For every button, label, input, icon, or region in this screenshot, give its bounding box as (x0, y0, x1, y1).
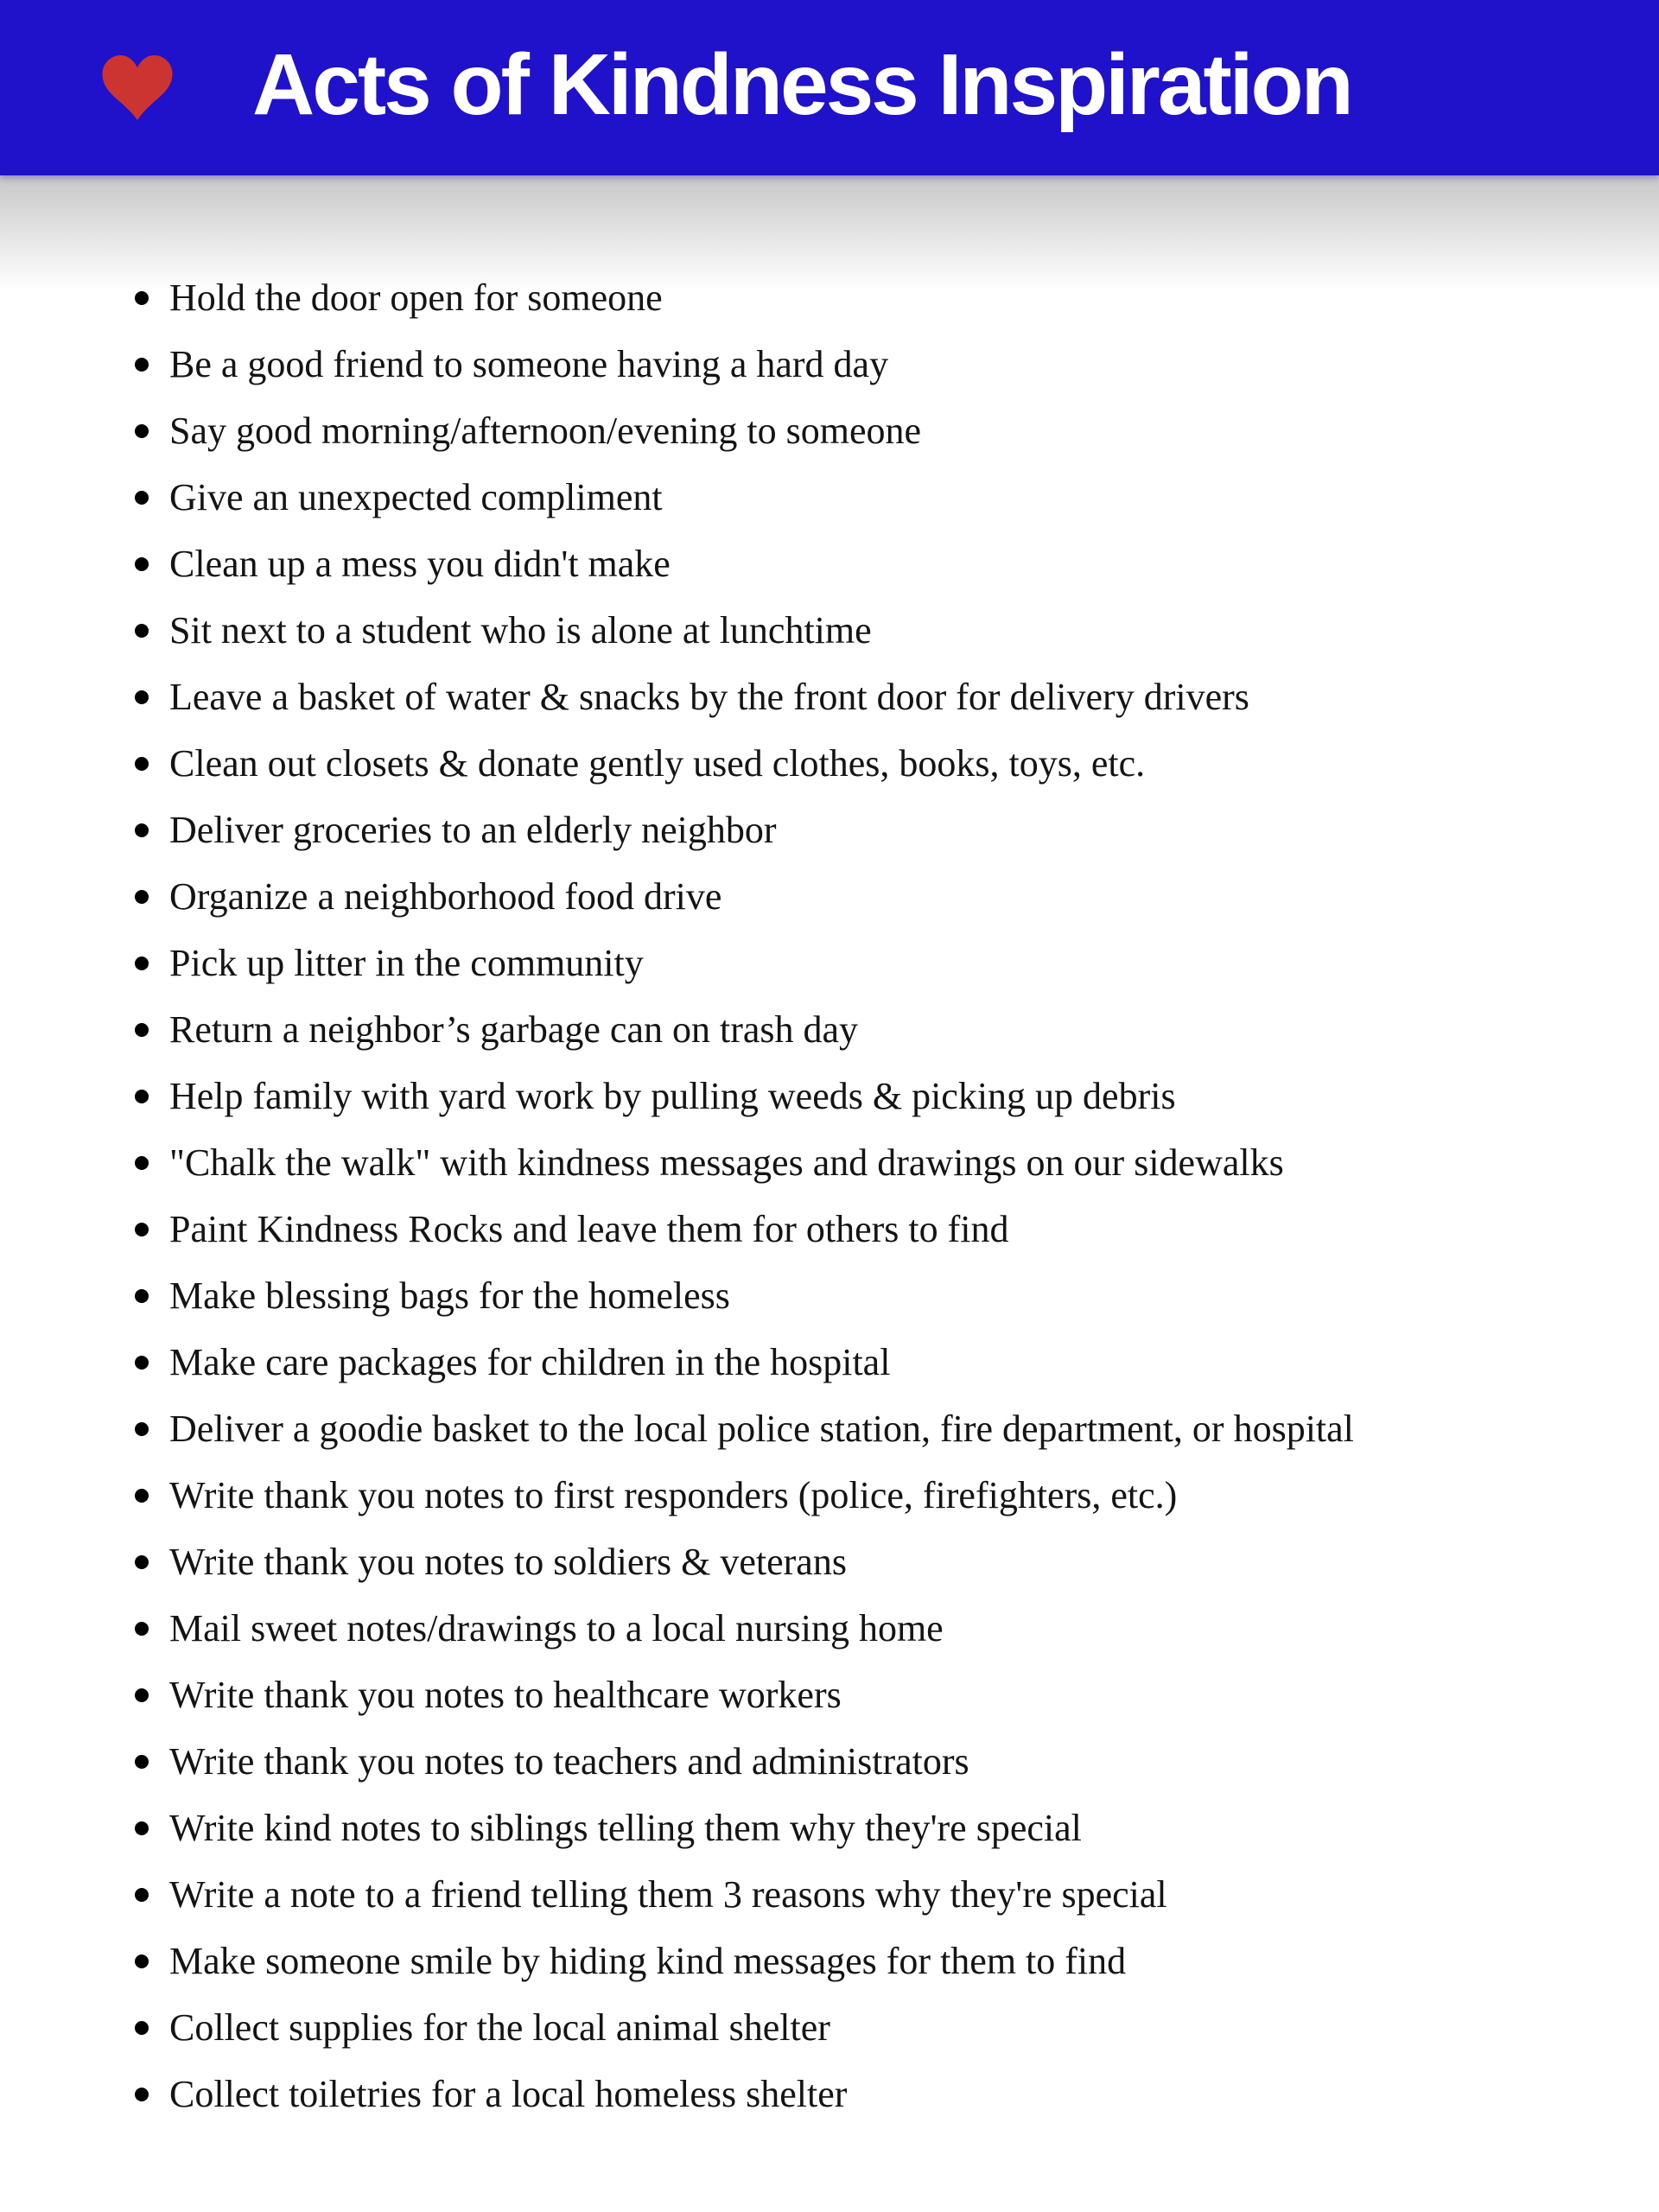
bullet-icon (135, 1289, 149, 1303)
list-item-text: Write a note to a friend telling them 3 reasons why they're special (169, 1873, 1167, 1916)
list-item (169, 1529, 1659, 1595)
list-item-text: Make blessing bags for the homeless (169, 1274, 730, 1317)
list-item-text: Write thank you notes to healthcare workers (169, 1674, 842, 1716)
list-item (169, 1196, 1659, 1262)
bullet-icon (135, 1955, 149, 1968)
bullet-icon (135, 823, 149, 837)
list-item (169, 1928, 1659, 1994)
list-item-text: Clean out closets & donate gently used clothes, books, toys, etc. (169, 742, 1146, 785)
bullet-icon (135, 1422, 149, 1436)
list-item-text: Return a neighbor’s garbage can on trash day (169, 1008, 859, 1051)
list-section (0, 175, 1659, 2212)
bullet-icon (135, 690, 149, 704)
list-item-text: Collect supplies for the local animal shelter (169, 2006, 830, 2049)
list-item-text: Deliver groceries to an elderly neighbor (169, 809, 777, 851)
list-item (169, 863, 1659, 930)
bullet-icon (135, 1555, 149, 1569)
list-item-text: Organize a neighborhood food drive (169, 875, 722, 918)
list-item-text: Clean up a mess you didn't make (169, 543, 671, 585)
bullet-icon (135, 291, 149, 305)
bullet-icon (135, 1356, 149, 1370)
list-item (169, 930, 1659, 996)
list-item-text: Help family with yard work by pulling weeds & picking up debris (169, 1075, 1176, 1117)
list-item-text: Write kind notes to siblings telling them why they're special (169, 1807, 1082, 1849)
list-item (169, 1595, 1659, 1662)
list-item (169, 1728, 1659, 1795)
list-item-text: Write thank you notes to teachers and administrators (169, 1740, 969, 1783)
list-item (169, 664, 1659, 730)
list-item (169, 531, 1659, 597)
bullet-icon (135, 1156, 149, 1170)
list-item-text: Pick up litter in the community (169, 942, 644, 984)
list-item-text: Hold the door open for someone (169, 276, 663, 319)
bullet-icon (135, 957, 149, 970)
list-item (169, 1462, 1659, 1529)
list-item (169, 2061, 1659, 2127)
list-item-text: Sit next to a student who is alone at lunchtime (169, 609, 872, 652)
bullet-icon (135, 1023, 149, 1037)
list-item (169, 1262, 1659, 1329)
list-item (169, 331, 1659, 397)
list-item-text: Be a good friend to someone having a hard day (169, 343, 889, 385)
bullet-icon (135, 1888, 149, 1902)
list-item (169, 397, 1659, 464)
bullet-icon (135, 1489, 149, 1503)
list-item-text: Collect toiletries for a local homeless shelter (169, 2073, 848, 2115)
list-item (169, 1861, 1659, 1928)
list-item-text: Say good morning/afternoon/evening to someone (169, 410, 922, 452)
list-item-text: Write thank you notes to soldiers & veterans (169, 1541, 847, 1583)
list-item (169, 996, 1659, 1063)
list-item (169, 1795, 1659, 1861)
bullet-icon (135, 1755, 149, 1769)
bullet-icon (135, 1223, 149, 1236)
bullet-icon (135, 1688, 149, 1702)
bullet-icon (135, 557, 149, 571)
list-item (169, 797, 1659, 863)
list-item-text: Leave a basket of water & snacks by the front door for delivery drivers (169, 676, 1249, 718)
list-item (169, 730, 1659, 797)
bullet-icon (135, 624, 149, 638)
bullet-icon (135, 491, 149, 505)
list-item-text: "Chalk the walk" with kindness messages and drawings on our sidewalks (169, 1141, 1284, 1184)
list-item (169, 264, 1659, 331)
list-item (169, 1063, 1659, 1129)
list-item-text: Paint Kindness Rocks and leave them for others to find (169, 1208, 1009, 1250)
heart-icon (102, 55, 173, 120)
list-item (169, 597, 1659, 664)
list-item-text: Make care packages for children in the hospital (169, 1341, 891, 1383)
list-item (169, 1662, 1659, 1728)
list-item-text: Write thank you notes to first responders (police, firefighters, etc.) (169, 1474, 1178, 1516)
kindness-list (0, 264, 1659, 2127)
bullet-icon (135, 1622, 149, 1636)
bullet-icon (135, 424, 149, 438)
list-item-text: Mail sweet notes/drawings to a local nursing home (169, 1607, 944, 1649)
list-item (169, 464, 1659, 531)
list-item-text: Deliver a goodie basket to the local police station, fire department, or hospital (169, 1408, 1354, 1450)
bullet-icon (135, 358, 149, 372)
list-item-text: Give an unexpected compliment (169, 476, 663, 518)
bullet-icon (135, 1821, 149, 1835)
bullet-icon (135, 2021, 149, 2035)
bullet-icon (135, 1090, 149, 1103)
list-item (169, 1395, 1659, 1462)
list-item-text: Make someone smile by hiding kind messages for them to find (169, 1940, 1127, 1982)
list-item (169, 1994, 1659, 2061)
header-banner (0, 0, 1659, 175)
bullet-icon (135, 890, 149, 904)
bullet-icon (135, 2088, 149, 2101)
list-item (169, 1129, 1659, 1196)
bullet-icon (135, 757, 149, 771)
page-title: Acts of Kindness Inspiration (252, 36, 1351, 133)
list-item (169, 1329, 1659, 1395)
